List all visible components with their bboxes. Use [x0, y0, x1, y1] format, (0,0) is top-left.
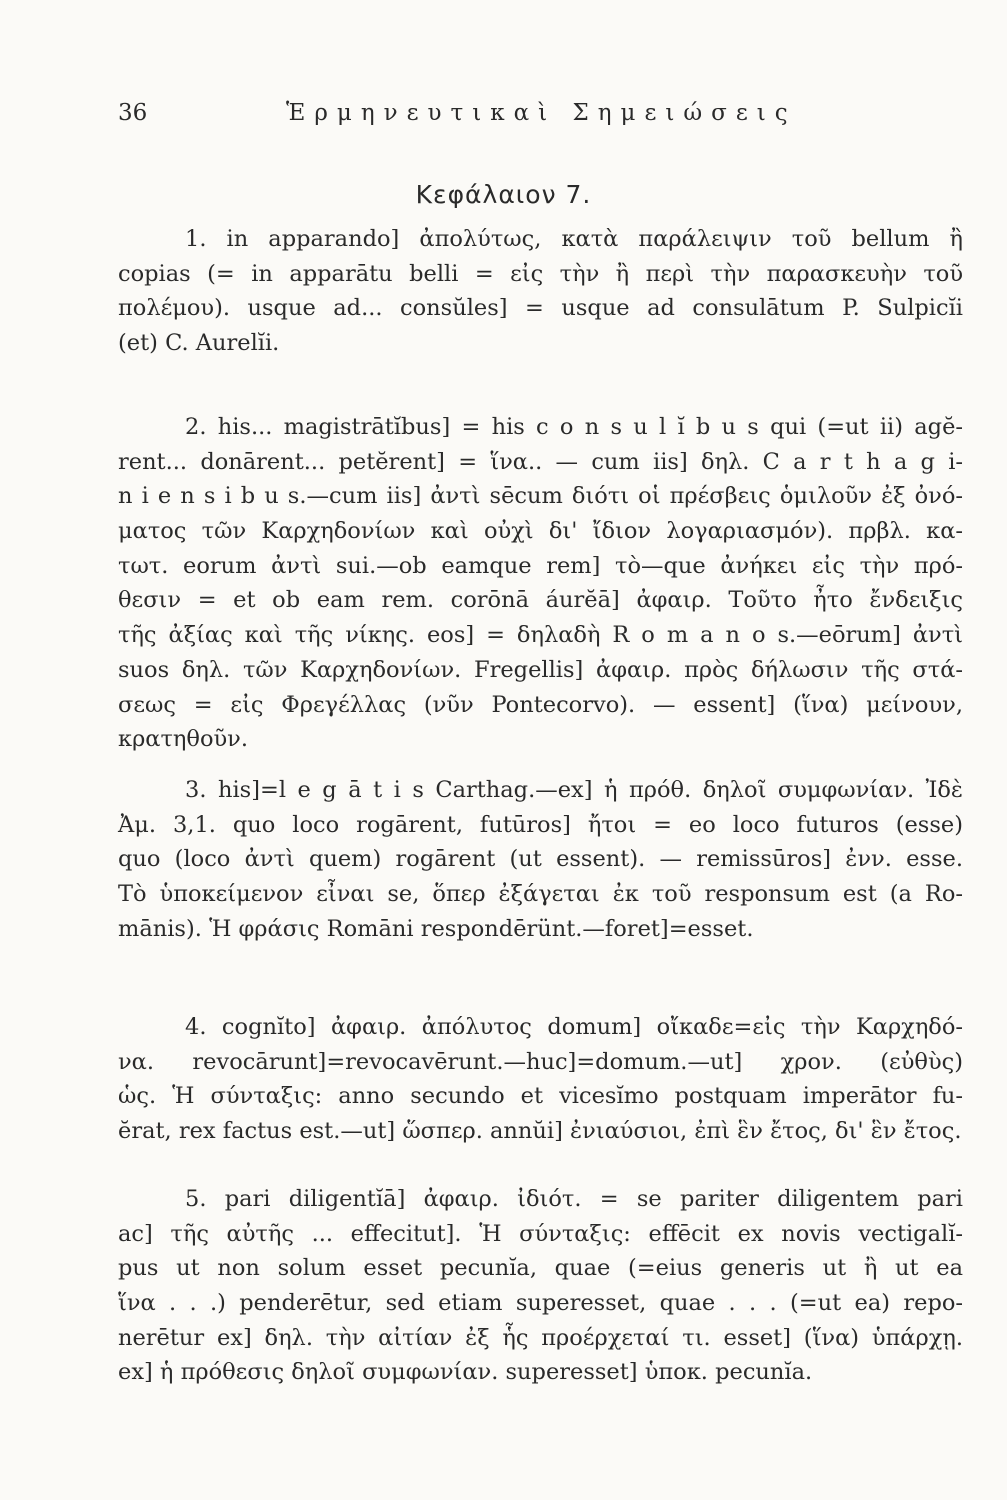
text-line: θεσιν = et ob eam rem. corōnā áurĕā] ἀφαιρ. Τοῦτο ἦτο ἔνδειξις	[118, 587, 963, 614]
note-paragraph-2	[118, 410, 963, 757]
note-paragraph-1	[118, 222, 963, 361]
text-line: pus ut non solum esset pecunĭa, quae (=eius generis ut ἢ ut ea	[118, 1255, 963, 1282]
note-paragraph-4	[118, 1010, 963, 1149]
text-line: ματος τῶν Καρχηδονίων καὶ οὐχὶ δι' ἴδιον λογαριασμόν). πρβλ. κα-	[118, 518, 963, 545]
text-line: πολέμου). usque ad... consŭles] = usque ad consulātum P. Sulpicĭi	[118, 295, 963, 322]
text-line: 5. pari diligentĭā] ἀφαιρ. ἰδιότ. = se pariter diligentem pari	[185, 1186, 963, 1212]
text-line: σεως = εἰς Φρεγέλλας (νῦν Pontecorvo). — essent] (ἵνα) μείνουν,	[118, 691, 963, 718]
text-line: Ἀμ. 3,1. quo loco rogārent, futūros] ἤτοι = eo loco futuros (esse)	[118, 811, 963, 838]
text-line: nerētur ex] δηλ. τὴν αἰτίαν ἐξ ἧς προέρχεταί τι. esset] (ἵνα) ὑπάρχῃ.	[118, 1324, 963, 1351]
text-line: 2. his... magistrātĭbus] = his c o n s u l ĭ b u s qui (=ut ii) agĕ-	[185, 414, 963, 440]
text-line: 4. cognĭto] ἀφαιρ. ἀπόλυτος domum] οἴκαδε=εἰς τὴν Καρχηδό-	[185, 1014, 963, 1040]
text-line: rent... donārent... petĕrent] = ἵνα.. — cum iis] δηλ. C a r t h a g i-	[118, 448, 963, 475]
page-header	[118, 100, 963, 140]
text-line: κρατηθοῦν.	[118, 726, 249, 753]
text-line: copias (= in apparātu belli = εἰς τὴν ἢ περὶ τὴν παρασκευὴν τοῦ	[118, 260, 963, 287]
text-line: τῆς ἀξίας καὶ τῆς νίκης. eos] = δηλαδὴ R o m a n o s.—eōrum] ἀντὶ	[118, 622, 963, 649]
text-line: 1. in apparando] ἀπολύτως, κατὰ παράλειψιν τοῦ bellum ἢ	[185, 226, 963, 252]
text-line: ĕrat, rex factus est.—ut] ὥσπερ. annŭi] ἐνιαύσιοι, ἐπὶ ἓν ἔτος, δι' ἓν ἔτος.	[118, 1118, 962, 1145]
note-paragraph-5	[118, 1182, 963, 1390]
text-line: ἵνα . . .) penderētur, sed etiam superesset, quae . . . (=ut ea) repo-	[118, 1290, 963, 1317]
text-line: 3. his]=l e g ā t i s Carthag.—ex] ἡ πρόθ. δηλοῖ συμφωνίαν. Ἰδὲ	[185, 777, 963, 803]
text-line: Τὸ ὑποκείμενον εἶναι se, ὅπερ ἐξάγεται ἐκ τοῦ responsum est (a Ro-	[118, 881, 963, 908]
text-line: ὡς. Ἡ σύνταξις: anno secundo et vicesĭmo postquam imperātor fu-	[118, 1083, 963, 1110]
text-line: suos δηλ. τῶν Καρχηδονίων. Fregellis] ἀφαιρ. πρὸς δήλωσιν τῆς στά-	[118, 656, 963, 683]
text-line: mānis). Ἡ φράσις Romāni respondērünt.—foret]=esset.	[118, 915, 754, 942]
text-line: ex] ἡ πρόθεσις δηλοῖ συμφωνίαν. superesset] ὑποκ. pecunĭa.	[118, 1359, 813, 1386]
chapter-title: Κεφάλαιον 7.	[415, 180, 592, 209]
text-line: ac] τῆς αὐτῆς ... effecitut]. Ἡ σύνταξις: effēcit ex novis vectigalĭ-	[118, 1220, 963, 1247]
text-line: τωτ. eorum ἀντὶ sui.—ob eamque rem] τὸ—que ἀνήκει εἰς τὴν πρό-	[118, 552, 963, 579]
page-number: 36	[118, 100, 148, 126]
text-line: να. revocārunt]=revocavērunt.—huc]=domum.—ut] χρον. (εὐθὺς)	[118, 1048, 963, 1075]
running-title: Ἑρμηνευτικαὶ Σημειώσεις	[286, 100, 797, 126]
text-line: quo (loco ἀντὶ quem) rogārent (ut essent). — remissūros] ἐνν. esse.	[118, 846, 963, 873]
text-line: n i e n s i b u s.—cum iis] ἀντὶ sēcum διότι οἱ πρέσβεις ὁμιλοῦν ἐξ ὀνό-	[118, 483, 963, 510]
note-paragraph-3	[118, 773, 963, 946]
text-line: (et) C. Aurelĭi.	[118, 330, 280, 357]
